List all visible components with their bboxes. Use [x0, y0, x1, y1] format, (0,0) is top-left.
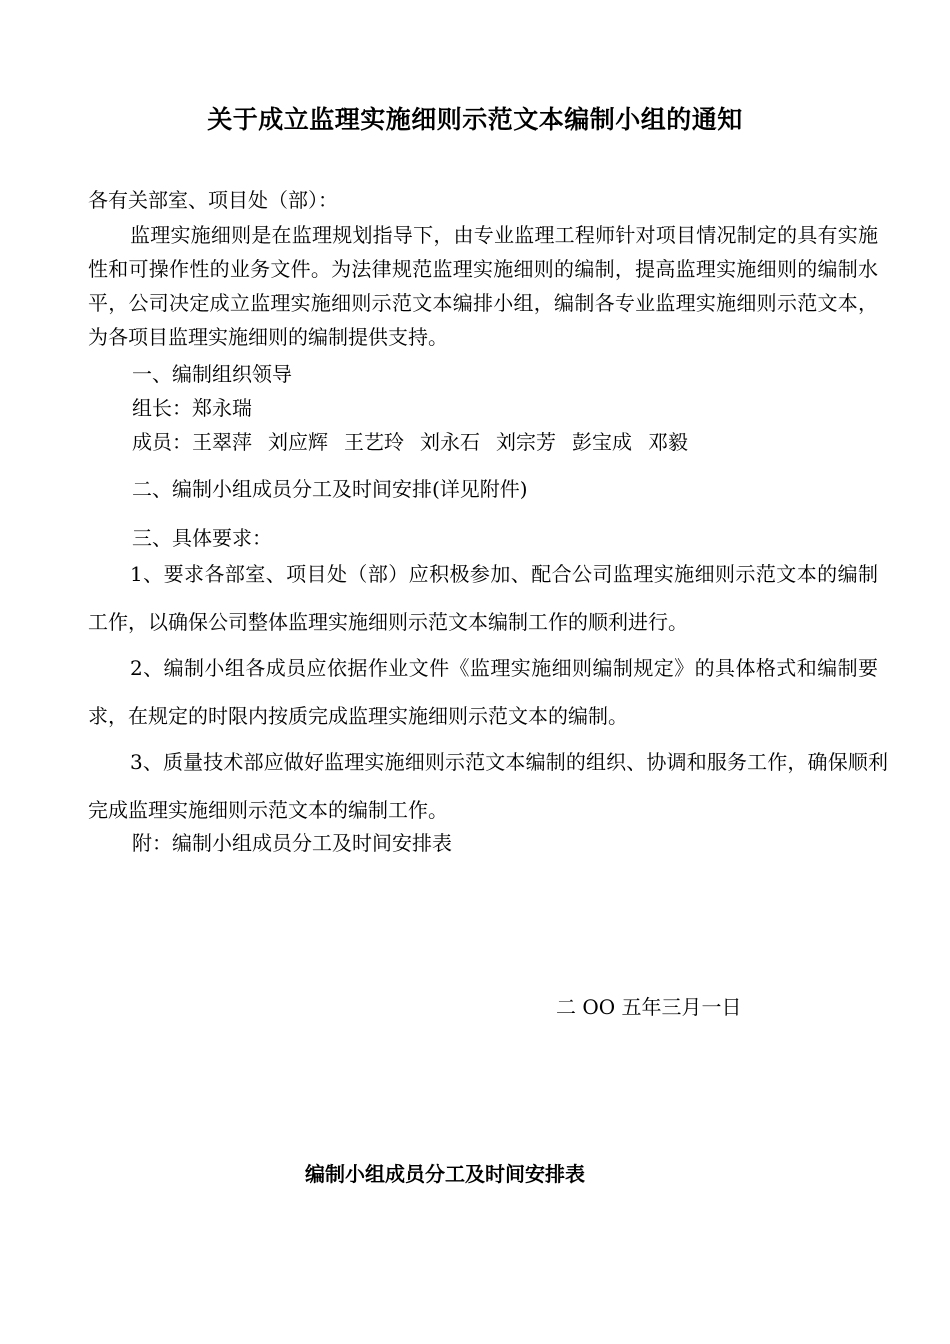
- requirement-item: 1、要求各部室、项目处（部）应积极参加、配合公司监理实施细则示范文本的编制工作，以确保公司整体监理实施细则示范文本编制工作的顺利进行。: [88, 562, 878, 634]
- salutation: 各有关部室、项目处（部）：: [88, 188, 338, 212]
- leader-line: [132, 396, 252, 420]
- leader-name: 郑永瑞: [192, 396, 252, 420]
- leader-label: 组长：: [132, 396, 192, 420]
- member-name: 彭宝成: [572, 430, 632, 454]
- intro-paragraph: 监理实施细则是在监理规划指导下，由专业监理工程师针对项目情况制定的具有实施性和可操作性的业务文件。为法律规范监理实施细则的编制，提高监理实施细则的编制水平，公司决定成立监理实施细则示范文本编排小组，编制各专业监理实施细则示范文本，为各项目监理实施细则的编制提供支持。: [88, 223, 878, 349]
- member-name: 刘永石: [420, 430, 480, 454]
- requirement-item: 3、质量技术部应做好监理实施细则示范文本编制的组织、协调和服务工作，确保顺利完成监理实施细则示范文本的编制工作。: [88, 750, 888, 822]
- attachment-note: 附：编制小组成员分工及时间安排表: [132, 831, 452, 855]
- section3-heading: 三、具体要求：: [132, 526, 272, 550]
- document-title: 关于成立监理实施细则示范文本编制小组的通知: [207, 105, 743, 134]
- member-name: 王艺玲: [344, 430, 404, 454]
- member-name: 刘应辉: [268, 430, 328, 454]
- appendix-title: 编制小组成员分工及时间安排表: [305, 1162, 585, 1186]
- members-line: [132, 430, 704, 454]
- member-name: 刘宗芳: [496, 430, 556, 454]
- section2-heading: 二、编制小组成员分工及时间安排(详见附件): [132, 477, 528, 501]
- section1-heading: 一、编制组织领导: [132, 362, 292, 386]
- members-label: 成员：: [132, 430, 192, 454]
- member-name: 王翠萍: [192, 430, 252, 454]
- member-name: 邓毅: [648, 430, 688, 454]
- requirement-item: 2、编制小组各成员应依据作业文件《监理实施细则编制规定》的具体格式和编制要求，在规定的时限内按质完成监理实施细则示范文本的编制。: [88, 656, 878, 728]
- document-date: 二 OO 五年三月一日: [556, 995, 742, 1019]
